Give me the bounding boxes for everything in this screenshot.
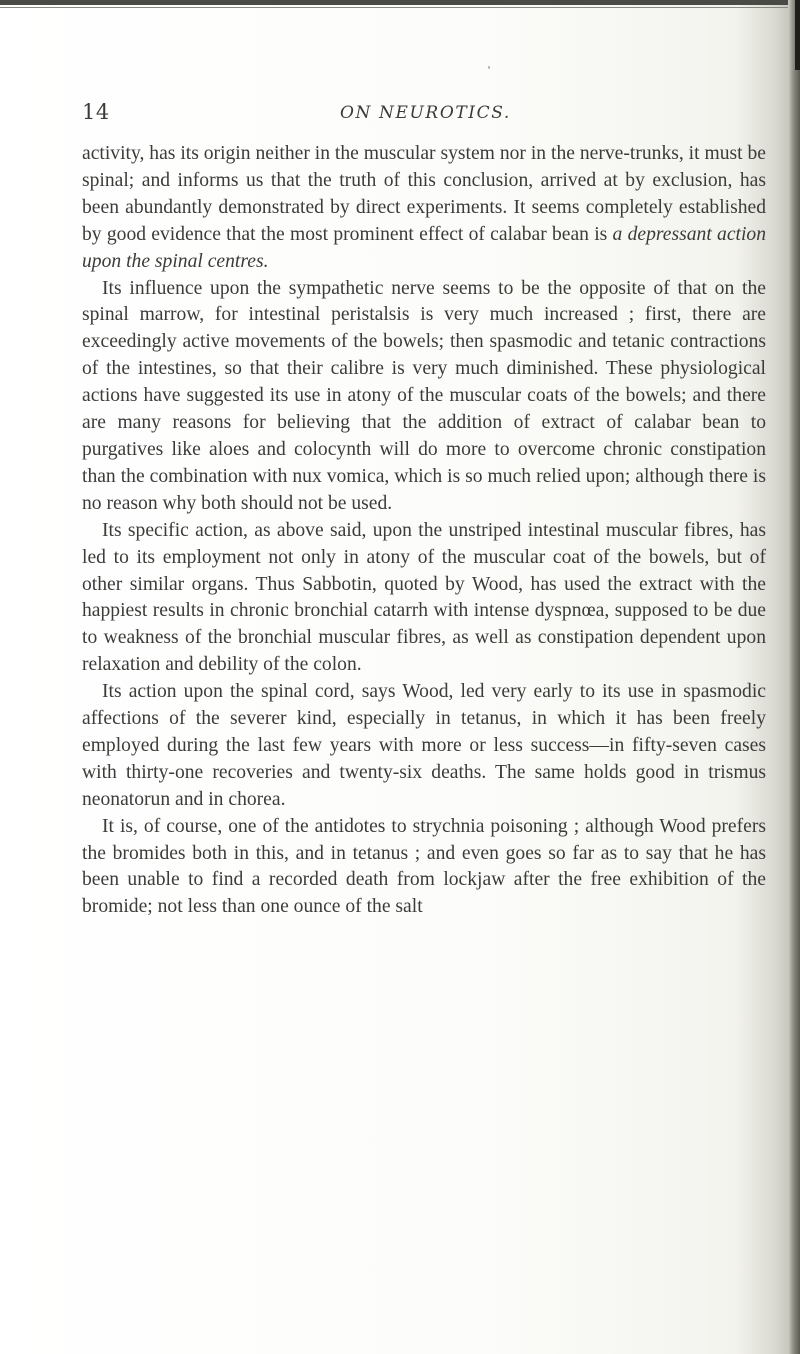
page-corner-shadow	[795, 0, 800, 70]
paragraph	[82, 141, 766, 276]
paragraph-text: activity, has its origin neither in the muscular system nor in the nerve-trunks, it must be spinal; and informs us that the truth of this conclusion, arrived at by exclusion, has been abundantly demonstrated by direct experiments. It seems completely established by good evidence that the most prominent effect of calabar bean is	[82, 143, 766, 245]
body-text	[82, 141, 766, 921]
paragraph	[82, 276, 766, 518]
paragraph-text: It is, of course, one of the antidotes to strychnia poisoning ; although Wood prefers the bromides both in this, and in tetanus ; and even goes so far as to say that he has been unable to find a recorded death from lockjaw after the free exhibition of the bromide; not less than one ounce of the salt	[82, 815, 766, 918]
paragraph	[82, 518, 766, 679]
page-binding-edge	[788, 0, 800, 1354]
paragraph	[82, 679, 766, 814]
paper-speck	[488, 66, 490, 69]
paragraph-text: Its action upon the spinal cord, says Wood, led very early to its use in spasmodic affections of the severer kind, especially in tetanus, in which it has been freely employed during the last few years with more or less success—in fifty-seven cases with thirty-one recoveries and twenty-six deaths. The same holds good in trismus neonatorun and in chorea.	[82, 681, 766, 810]
top-border-rule	[0, 0, 792, 5]
page-number: 14	[82, 100, 110, 124]
running-head: ON NEUROTICS.	[340, 103, 511, 123]
paragraph	[82, 814, 766, 922]
paragraph-text: Its specific action, as above said, upon the unstriped intestinal muscular fibres, has led to its employment not only in atony of the muscular coat of the bowels, but of other similar organs. Thus Sabbotin, quoted by Wood, has used the extract with the happiest results in chronic bronchial catarrh with intense dyspnœa, supposed to be due to weakness of the bronchial muscular fibres, as well as constipation dependent upon relaxation and debility of the colon.	[82, 519, 766, 676]
paragraph-emphasis: a depressant action upon the spinal centres.	[82, 223, 766, 272]
paragraph-text: Its influence upon the sympathetic nerve seems to be the opposite of that on the spinal marrow, for intestinal peristalsis is very much increased ; first, there are exceedingly active movements of the bowels; then spasmodic and tetanic contractions of the intestines, so that their calibre is very much diminished. These physiological actions have suggested its use in atony of the muscular coats of the bowels; and there are many reasons for believing that the addition of extract of calabar bean to purgatives like aloes and colocynth will do more to overcome chronic constipation than the combination with nux vomica, which is so much relied upon; although there is no reason why both should not be used.	[82, 277, 766, 514]
top-border-thin-rule	[0, 7, 792, 8]
